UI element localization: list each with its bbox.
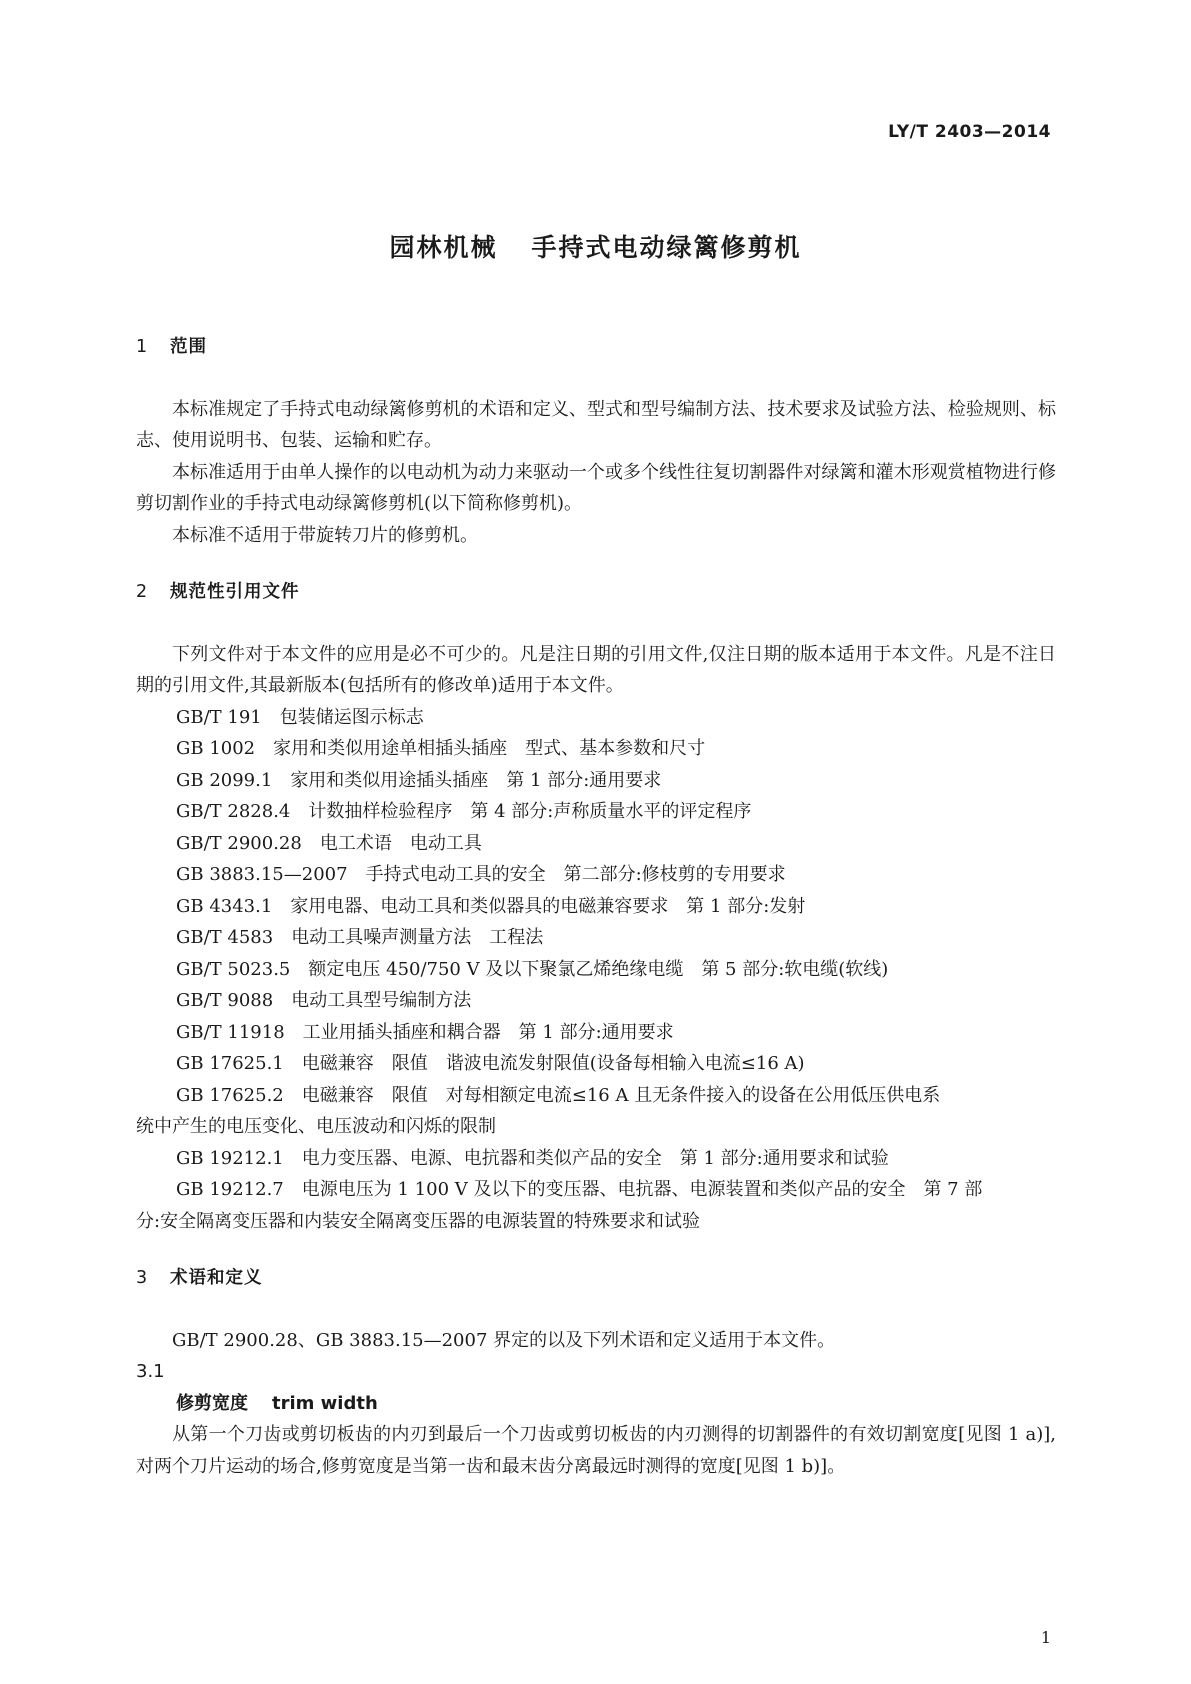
section-heading-terms: 3 术语和定义 <box>136 1268 263 1288</box>
reference-item: GB/T 5023.5 额定电压 450/750 V 及以下聚氯乙烯绝缘电缆 第 5 部分:软电缆(软线) <box>176 958 889 980</box>
title-part-1: 园林机械 <box>389 233 498 262</box>
reference-item: GB/T 191 包装储运图示标志 <box>176 706 424 728</box>
term-definition: 从第一个刀齿或剪切板齿的内刃到最后一个刀齿或剪切板齿的内刃测得的切割器件的有效切割宽度[见图 1 a)],对两个刀片运动的场合,修剪宽度是当第一齿和最末齿分离最远时测得的宽度[见图 1 b)]。 <box>136 1424 1056 1477</box>
paragraph: 本标准适用于由单人操作的以电动机为动力来驱动一个或多个线性往复切割器件对绿篱和灌木形观赏植物进行修剪切割作业的手持式电动绿篱修剪机(以下简称修剪机)。 <box>136 461 1056 514</box>
reference-item: GB/T 2900.28 电工术语 电动工具 <box>176 832 482 854</box>
reference-item: GB/T 9088 电动工具型号编制方法 <box>176 990 472 1011</box>
page-title <box>0 228 1191 264</box>
reference-item: GB 19212.7 电源电压为 1 100 V 及以下的变压器、电抗器、电源装置和类似产品的安全 第 7 部 分:安全隔离变压器和内装安全隔离变压器的电源装置的特殊要求和试验 <box>136 1179 983 1232</box>
term-title: 修剪宽度 trim width <box>176 1392 378 1414</box>
term-number: 3.1 <box>136 1361 165 1382</box>
reference-item: GB/T 4583 电动工具噪声测量方法 工程法 <box>176 927 544 948</box>
standard-code: LY/T 2403—2014 <box>888 122 1051 142</box>
section-heading-scope: 1 范围 <box>136 337 207 357</box>
page-number: 1 <box>1040 1628 1051 1647</box>
reference-item: GB/T 2828.4 计数抽样检验程序 第 4 部分:声称质量水平的评定程序 <box>176 801 752 822</box>
title-part-2: 手持式电动绿篱修剪机 <box>531 233 802 262</box>
reference-item: GB 4343.1 家用电器、电动工具和类似器具的电磁兼容要求 第 1 部分:发射 <box>176 895 806 917</box>
reference-item: GB/T 11918 工业用插头插座和耦合器 第 1 部分:通用要求 <box>176 1021 674 1043</box>
paragraph: GB/T 2900.28、GB 3883.15—2007 界定的以及下列术语和定义适用于本文件。 <box>172 1329 836 1351</box>
reference-item: GB 2099.1 家用和类似用途插头插座 第 1 部分:通用要求 <box>176 769 662 791</box>
paragraph: 下列文件对于本文件的应用是必不可少的。凡是注日期的引用文件,仅注日期的版本适用于本文件。凡是不注日期的引用文件,其最新版本(包括所有的修改单)适用于本文件。 <box>136 643 1056 696</box>
reference-item: GB 17625.1 电磁兼容 限值 谐波电流发射限值(设备每相输入电流≤16 A) <box>176 1053 805 1074</box>
reference-list <box>136 702 1056 1238</box>
document-body <box>136 332 1056 1482</box>
section-heading-normative-references: 2 规范性引用文件 <box>136 582 300 602</box>
reference-item: GB 3883.15—2007 手持式电动工具的安全 第二部分:修枝剪的专用要求 <box>176 864 786 885</box>
reference-item: GB 19212.1 电力变压器、电源、电抗器和类似产品的安全 第 1 部分:通用要求和试验 <box>176 1147 889 1169</box>
reference-item: GB 17625.2 电磁兼容 限值 对每相额定电流≤16 A 且无条件接入的设备在公用低压供电系 统中产生的电压变化、电压波动和闪烁的限制 <box>136 1084 941 1137</box>
reference-item: GB 1002 家用和类似用途单相插头插座 型式、基本参数和尺寸 <box>176 738 706 759</box>
paragraph: 本标准不适用于带旋转刀片的修剪机。 <box>172 524 478 546</box>
paragraph: 本标准规定了手持式电动绿篱修剪机的术语和定义、型式和型号编制方法、技术要求及试验方法、检验规则、标志、使用说明书、包装、运输和贮存。 <box>136 398 1056 451</box>
